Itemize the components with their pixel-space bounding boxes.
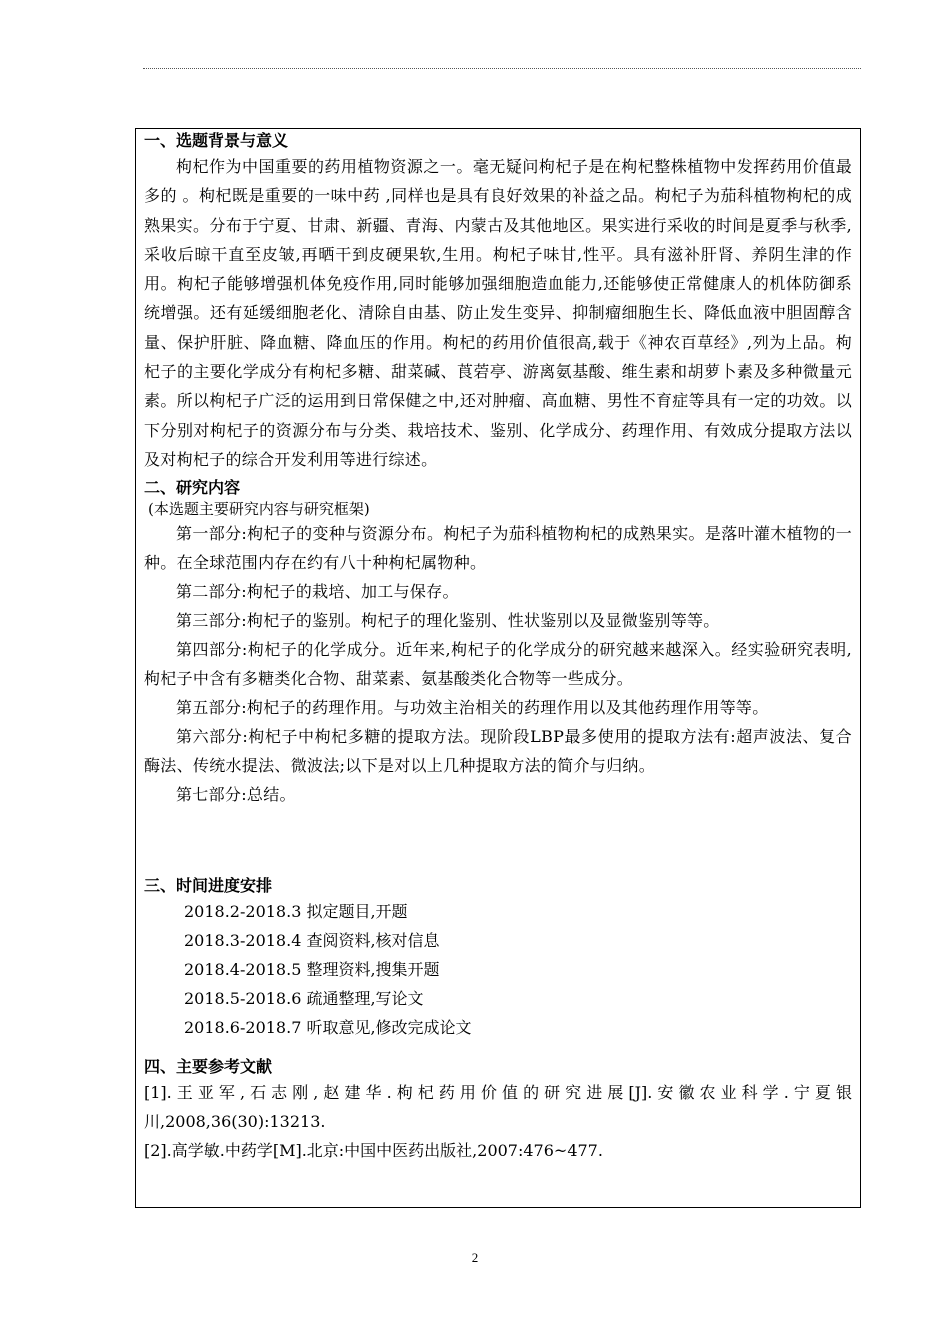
section-heading-references: 四、主要参考文献 bbox=[144, 1057, 273, 1077]
schedule-item: 2018.2-2018.3 拟定题目,开题 bbox=[184, 902, 408, 922]
proposal-form-box bbox=[135, 128, 861, 1208]
schedule-item: 2018.5-2018.6 疏通整理,写论文 bbox=[184, 989, 424, 1009]
header-divider bbox=[143, 68, 861, 69]
section-heading-schedule: 三、时间进度安排 bbox=[144, 876, 273, 896]
research-part-3: 第三部分:枸杞子的鉴别。枸杞子的理化鉴别、性状鉴别以及显微鉴别等等。 bbox=[176, 611, 720, 631]
background-paragraph: 枸杞作为中国重要的药用植物资源之一。毫无疑问枸杞子是在枸杞整株植物中发挥药用价值最多的 。枸杞既是重要的一味中药 ,同样也是具有良好效果的补益之品。枸杞子为茄科植物枸杞的成熟果实。分布于宁夏、甘肃、新疆、青海、内蒙古及其他地区。果实进行采收的时间是夏季与秋季,采收后晾干直至皮皱,再晒干到皮硬果软,生用。枸杞子味甘,性平。具有滋补肝肾、养阴生津的作用。枸杞子能够增强机体免疫作用,同时能够加强细胞造血能力,还能够使正常健康人的机体防御系统增强。还有延缓细胞老化、清除自由基、防止发生变异、抑制瘤细胞生长、降低血液中胆固醇含量、保护肝脏、降血糖、降血压的作用。枸杞的药用价值很高,载于《神农百草经》,列为上品。枸杞子的主要化学成分有枸杞多糖、甜菜碱、莨菪亭、游离氨基酸、维生素和胡萝卜素及多种微量元素。所以枸杞子广泛的运用到日常保健之中,还对肿瘤、高血糖、男性不育症等具有一定的功效。以下分别对枸杞子的资源分布与分类、栽培技术、鉴别、化学成分、药理作用、有效成分提取方法以及对枸杞子的综合开发利用等进行综述。 bbox=[144, 157, 852, 469]
page-number: 2 bbox=[471, 1250, 479, 1265]
research-subheading: (本选题主要研究内容与研究框架) bbox=[148, 500, 370, 519]
section-heading-background: 一、选题背景与意义 bbox=[144, 131, 289, 150]
research-part-7: 第七部分:总结。 bbox=[176, 785, 296, 805]
reference-item: [1].王亚军,石志刚,赵建华.枸杞药用价值的研究进展[J].安徽农业科学.宁夏银川,2008,36(30):13213. bbox=[144, 1083, 852, 1132]
research-part-5: 第五部分:枸杞子的药理作用。与功效主治相关的药理作用以及其他药理作用等等。 bbox=[176, 698, 769, 718]
research-part-6: 第六部分:枸杞子中枸杞多糖的提取方法。现阶段LBP最多使用的提取方法有:超声波法、复合酶法、传统水提法、微波法;以下是对以上几种提取方法的简介与归纳。 bbox=[144, 727, 852, 776]
form-content bbox=[144, 129, 852, 1165]
schedule-item: 2018.6-2018.7 听取意见,修改完成论文 bbox=[184, 1018, 472, 1038]
section-heading-research: 二、研究内容 bbox=[144, 478, 241, 498]
reference-item: [2].高学敏.中药学[M].北京:中国中医药出版社,2007:476~477. bbox=[144, 1141, 603, 1161]
schedule-item: 2018.4-2018.5 整理资料,搜集开题 bbox=[184, 960, 440, 980]
research-part-4: 第四部分:枸杞子的化学成分。近年来,枸杞子的化学成分的研究越来越深入。经实验研究表明,枸杞子中含有多糖类化合物、甜菜素、氨基酸类化合物等一些成分。 bbox=[144, 640, 852, 689]
research-part-2: 第二部分:枸杞子的栽培、加工与保存。 bbox=[176, 582, 459, 602]
research-part-1: 第一部分:枸杞子的变种与资源分布。枸杞子为茄科植物枸杞的成熟果实。是落叶灌木植物的一种。在全球范围内存在约有八十种枸杞属物种。 bbox=[144, 524, 852, 573]
schedule-item: 2018.3-2018.4 查阅资料,核对信息 bbox=[184, 931, 440, 951]
